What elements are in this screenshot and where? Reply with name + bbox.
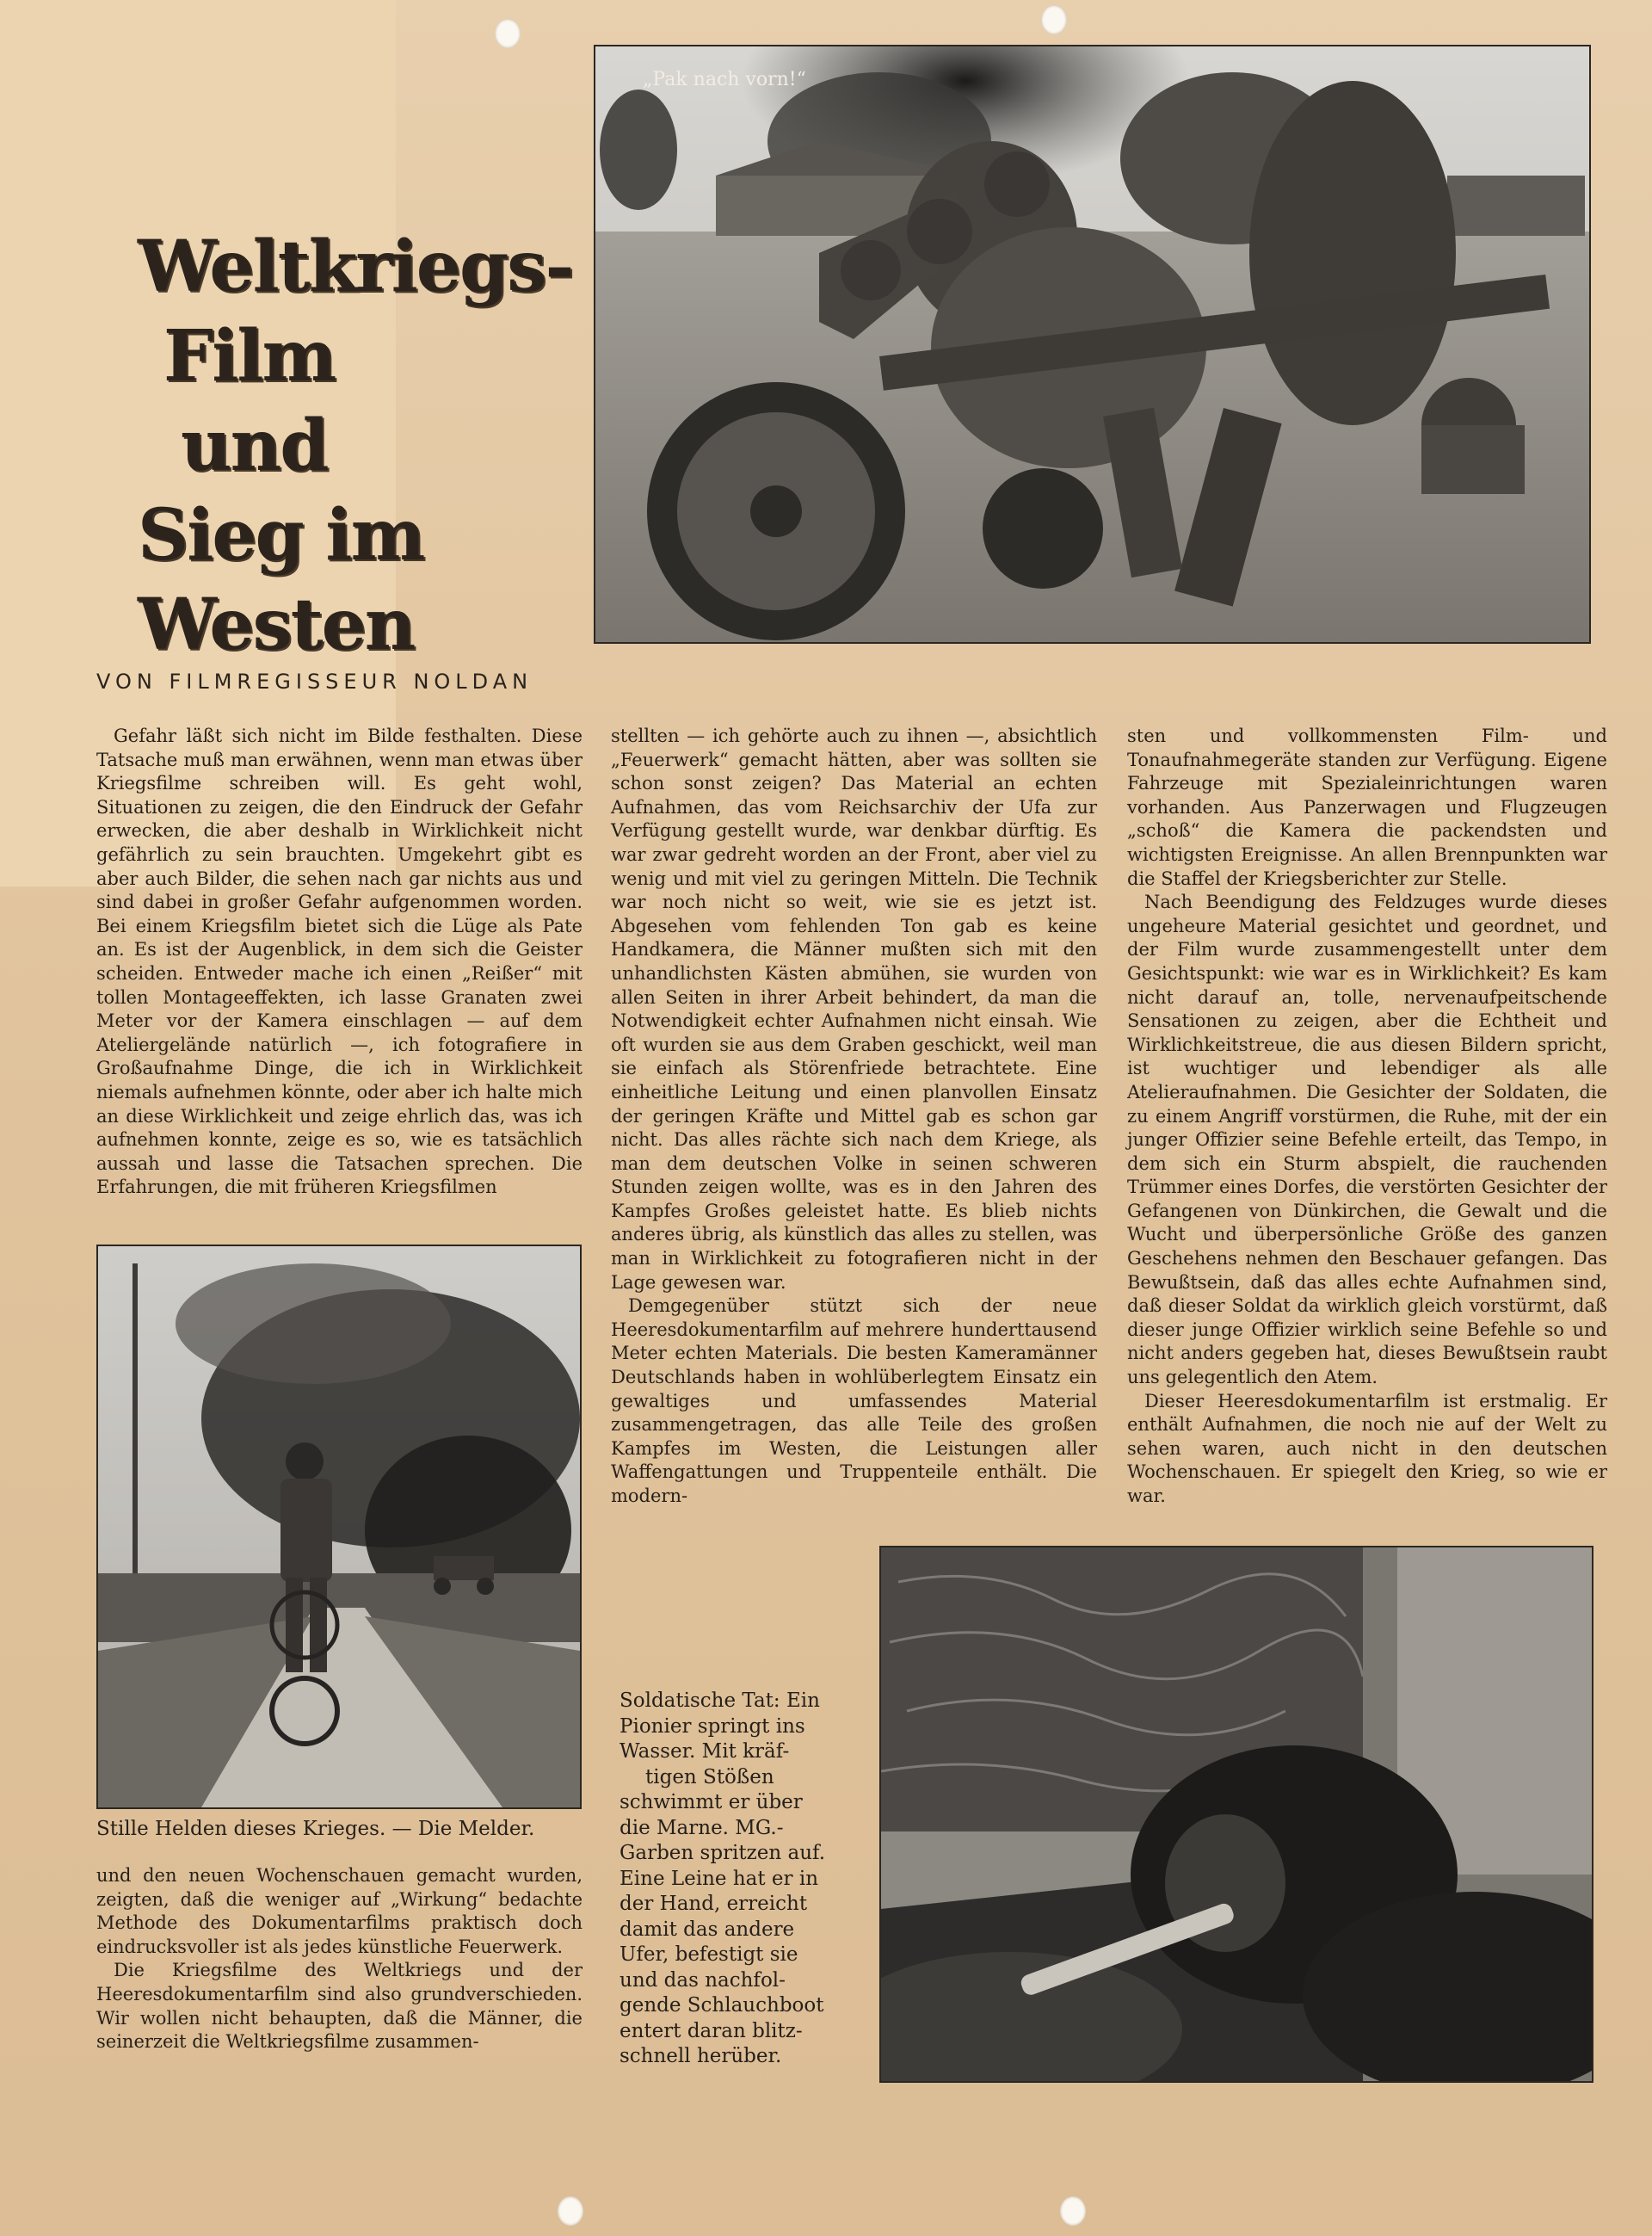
- caption-line: Eine Leine hat er in: [620, 1867, 819, 1890]
- byline: VON FILMREGISSEUR NOLDAN: [96, 670, 533, 694]
- paragraph: und den neuen Wochenschauen gemacht wurden, zeigten, daß die weniger auf „Wirkung“ bedachte Methode des Dokumentarfilms praktisch doch eindrucksvoller ist als jedes künstliche Feuerwerk.: [96, 1865, 583, 1957]
- caption-line: entert daran blitz-: [620, 2019, 803, 2042]
- photo-caption-pioneer: [620, 1689, 852, 2070]
- title-line-4: Sieg im: [138, 494, 424, 577]
- caption-line: Wasser. Mit kräf-: [620, 1740, 790, 1763]
- caption-line: gende Schlauchboot: [620, 1994, 824, 2017]
- caption-line: schnell herüber.: [620, 2045, 782, 2067]
- photo-caption-melder: Stille Helden dieses Krieges. — Die Melder.: [96, 1818, 535, 1840]
- paragraph: Nach Beendigung des Feldzuges wurde dieses ungeheure Material gesichtet und geordnet, und der Film wurde zusammengestellt unter dem Gesichtspunkt: wie war es in Wirklichkeit? Es kam nicht darauf an, tolle, nervenaufpeitschende Sensationen zu zeigen, aber die Echtheit und Wirklichkeitstreue, die aus diesen Bildern spricht, ist wuchtiger und lebendiger als alle Atelieraufnahmen. Die Gesichter der Soldaten, die zu einem Angriff vorstürmen, die Ruhe, mit der ein junger Offizier seine Befehle erteilt, das Tempo, in dem sich ein Sturm abspielt, die rauchenden Trümmer eines Dorfes, die verstörten Gesichter der Gefangenen von Dünkirchen, die Gewalt und die Wucht und überpersönliche Größe des ganzen Geschehens nehmen den Beschauer gefangen. Das Bewußtsein, daß das alles echte Aufnahmen sind, daß dieser Soldat da wirklich gleich vorstürmt, daß dieser junge Offizier wirklich seine Befehle so und nicht anders gegeben hat, dieses Bewußtsein raubt uns gelegentlich den Atem.: [1127, 892, 1607, 1388]
- article-title: [138, 222, 573, 666]
- caption-line: Soldatische Tat: Ein: [620, 1689, 820, 1712]
- title-line-1: Weltkriegs-: [138, 225, 573, 308]
- photo-pak-gun: [594, 45, 1591, 644]
- binder-hole-bottom-left: [558, 2196, 583, 2226]
- binder-hole-bottom-right: [1060, 2196, 1086, 2226]
- caption-line: Ufer, befestigt sie: [620, 1943, 798, 1966]
- title-line-3: und: [181, 405, 328, 487]
- paragraph: Demgegenüber stützt sich der neue Heeresdokumentarfilm auf mehrere hunderttausend Meter echten Materials. Die besten Kameramänner Deutschlands haben in wohlüberlegtem Einsatz ein gewaltiges und umfassendes Material zusammengetragen, das alle Teile des großen Kampfes im Westen, die Leistungen aller Waffengattungen und Truppenteile enthält. Die modern-: [611, 1295, 1097, 1506]
- caption-line: schwimmt er über: [620, 1791, 803, 1813]
- caption-line: Garben spritzen auf.: [620, 1842, 826, 1864]
- photo-pak-gun-image: [595, 46, 1589, 642]
- photo-dispatch-rider-image: [98, 1246, 580, 1807]
- caption-line: die Marne. MG.-: [620, 1816, 784, 1839]
- paragraph: Dieser Heeresdokumentarfilm ist erstmalig. Er enthält Aufnahmen, die noch nie auf der Welt zu sehen waren, auch nicht in den deutschen Wochenschauen. Er spiegelt den Krieg, so wie er war.: [1127, 1390, 1607, 1506]
- paragraph: stellten — ich gehörte auch zu ihnen —, absichtlich „Feuerwerk“ gemacht hätten, aber was sollten sie schon sonst zeigen? Das Material an echten Aufnahmen, das vom Reichsarchiv der Ufa zur Verfügung gestellt wurde, war denkbar dürftig. Es war zwar gedreht worden an der Front, aber viel zu wenig und mit viel zu geringen Mitteln. Die Technik war noch nicht so weit, wie sie es jetzt ist. Abgesehen vom fehlenden Ton gab es keine Handkamera, die Männer mußten sich mit den unhandlichsten Kästen abmühen, sie wurden von allen Seiten in ihrer Arbeit behindert, da man die Notwendigkeit echter Aufnahmen nicht einsah. Wie oft wurden sie aus dem Graben geschickt, weil man sie einfach als Störenfriede betrachtete. Eine einheitliche Leitung und einen planvollen Einsatz der geringen Kräfte und Mittel gab es schon gar nicht. Das alles rächte sich nach dem Kriege, als man dem deutschen Volke in seinen schweren Stunden zeigen wollte, was es in den Jahren des Kampfes Großes geleistet hatte. Es blieb nichts anderes übrig, als künstlich das alles zu stellen, was man in Wirklichkeit zu fotografieren nicht in der Lage gewesen war.: [611, 726, 1097, 1293]
- paragraph: Gefahr läßt sich nicht im Bilde festhalten. Diese Tatsache muß man erwähnen, wenn man etwas über Kriegsfilme schreiben will. Es geht wohl, Situationen zu zeigen, die den Eindruck der Gefahr erwecken, die aber deshalb in Wirklichkeit nicht gefährlich zu sein brauchten. Umgekehrt gibt es aber auch Bilder, die sehen nach gar nichts aus und sind dabei in großer Gefahr aufgenommen worden. Bei einem Kriegsfilm bietet sich die Lüge als Pate an. Es ist der Augenblick, in dem sich die Geister scheiden. Entweder mache ich einen „Reißer“ mit tollen Montageeffekten, ich lasse Granaten zwei Meter vor der Kamera einschlagen — auf dem Ateliergelände natürlich —, ich fotografiere in Großaufnahme Dinge, die ich in Wirklichkeit niemals aufnehmen könnte, oder aber ich halte mich an diese Wirklichkeit und zeige ehrlich das, was ich aufnehmen konnte, zeige es so, wie es tatsächlich aussah und lasse die Tatsachen sprechen. Die Erfahrungen, die mit früheren Kriegsfilmen: [96, 726, 583, 1198]
- caption-line: der Hand, erreicht: [620, 1893, 808, 1915]
- article-column-3: [1127, 725, 1607, 1516]
- article-column-1-bottom: [96, 1864, 583, 2097]
- binder-hole-top-right: [1041, 5, 1067, 34]
- title-line-5: Westen: [138, 584, 415, 666]
- article-column-1-top: [96, 725, 583, 1224]
- photo-caption-pak: „Pak nach vorn!“: [643, 69, 806, 90]
- photo-pioneer-water-image: [881, 1547, 1592, 2081]
- paragraph: sten und vollkommensten Film- und Tonaufnahmegeräte standen zur Verfügung. Eigene Fahrzeuge mit Spezialeinrichtungen waren vorhanden. Aus Panzerwagen und Flugzeugen „schoß“ die Kamera die packendsten und wichtigsten Ereignisse. An allen Brennpunkten war die Staffel der Kriegsberichter zur Stelle.: [1127, 726, 1607, 889]
- caption-line: Pionier springt ins: [620, 1714, 805, 1738]
- article-column-2: [611, 725, 1097, 1516]
- binder-hole-top-left: [495, 19, 521, 48]
- caption-line: tigen Stößen: [645, 1765, 774, 1788]
- photo-dispatch-rider: [96, 1245, 582, 1809]
- photo-pioneer-water: [879, 1546, 1593, 2083]
- caption-line: und das nachfol-: [620, 1968, 786, 1992]
- caption-line: damit das andere: [620, 1918, 795, 1941]
- title-line-2: Film: [163, 315, 336, 398]
- paragraph: Die Kriegsfilme des Weltkriegs und der Heeresdokumentarfilm sind also grundverschieden. Wir wollen nicht behaupten, daß die Männer, die seinerzeit die Weltkriegsfilme zusammen-: [96, 1960, 583, 2053]
